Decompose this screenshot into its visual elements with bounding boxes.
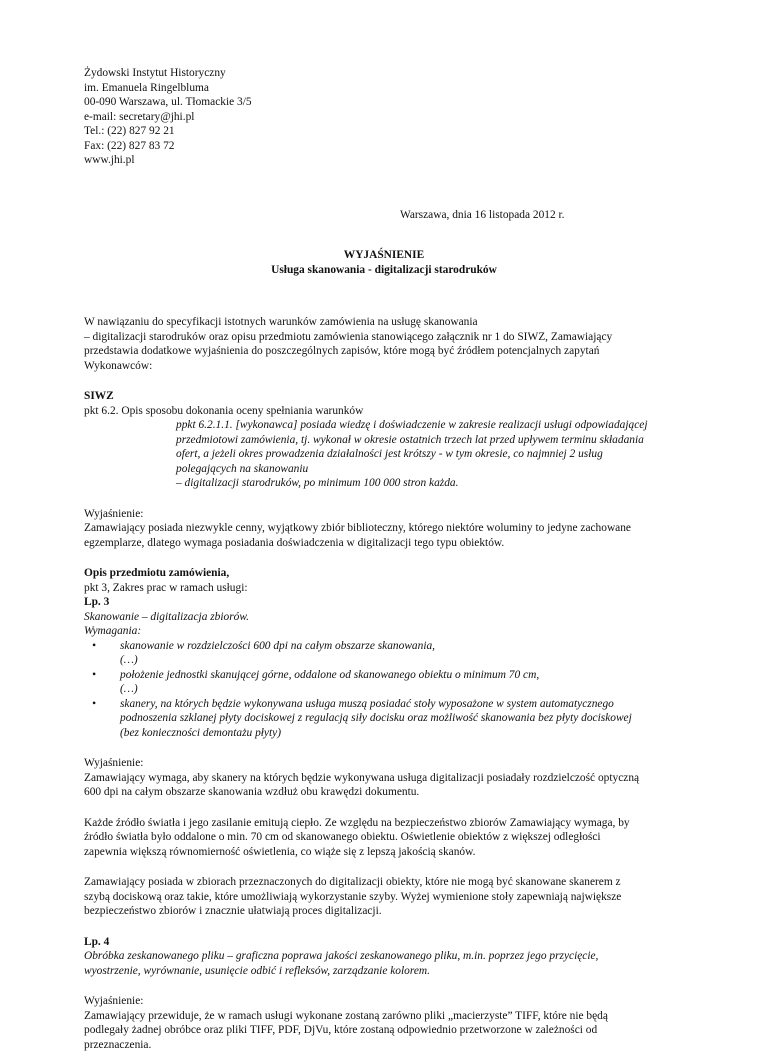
sender-line: Żydowski Instytut Historyczny [84,66,684,81]
sender-line: 00-090 Warszawa, ul. Tłomackie 3/5 [84,95,684,110]
explanation-label: Wyjaśnienie: [84,756,684,771]
opis-point: pkt 3, Zakres prac w ramach usługi: [84,581,684,596]
sender-line: im. Emanuela Ringelbluma [84,81,684,96]
intro-line: Wykonawców: [84,359,684,374]
list-item-ellipsis: (…) [120,653,684,668]
sender-line: Fax: (22) 827 83 72 [84,139,684,154]
lp3-title: Skanowanie – digitalizacja zbiorów. [84,610,684,625]
quote-line: ofert, a jeżeli okres prowadzenia działalności jest krótszy - w tym okresie, co najmniej 2 usług [176,447,684,462]
lp4-text-line: Obróbka zeskanowanego pliku – graficzna poprawa jakości zeskanowanego pliku, m.in. poprzez jego przycięcie, [84,949,684,964]
quote-line: przedmiotowi zamówienia, tj. wykonał w okresie ostatnich trzech lat przed upływem terminu składania [176,433,684,448]
intro-line: – digitalizacji starodruków oraz opisu przedmiotu zamówienia stanowiącego załącznik nr 1 do SIWZ, Zamawiający [84,330,684,345]
explanation-label: Wyjaśnienie: [84,994,684,1009]
intro-line: przedstawia dodatkowe wyjaśnienia do poszczególnych zapisów, które mogą być źródłem potencjalnych zapytań [84,344,684,359]
paragraph-line: bezpieczeństwo zbiorów i znacznie ułatwiają proces digitalizacji. [84,904,684,919]
list-item-text: skanowanie w rozdzielczości 600 dpi na całym obszarze skanowania, [120,639,684,654]
document-date: Warszawa, dnia 16 listopada 2012 r. [84,208,684,223]
paragraph-line: Zamawiający posiada w zbiorach przeznaczonych do digitalizacji obiekty, które nie mogą być skanowane skanerem z [84,875,684,890]
quote-line: ppkt 6.2.1.1. [wykonawca] posiada wiedzę i doświadczenie w zakresie realizacji usługi odpowiadającej [176,418,684,433]
explanation-line: 600 dpi na całym obszarze skanowania wzdłuż obu krawędzi dokumentu. [84,785,684,800]
bullet-icon: • [84,668,120,683]
lp3-requirements-list [84,639,684,741]
lp3-explanation [84,756,684,800]
sender-line: www.jhi.pl [84,153,684,168]
siwz-quote [84,418,684,491]
explanation-line: Zamawiający posiada niezwykle cenny, wyjątkowy zbiór biblioteczny, którego niektóre woluminy to jedyne zachowane [84,521,684,536]
quote-line: polegających na skanowaniu [176,462,684,477]
list-item [84,697,684,741]
explanation-line: Zamawiający przewiduje, że w ramach usługi wykonane zostaną zarówno pliki „macierzyste” TIFF, które nie będą [84,1009,684,1024]
list-item [84,668,684,697]
lp3-paragraph-glass [84,875,684,919]
title-block [84,248,684,277]
document-title: WYJAŚNIENIE [84,248,684,263]
explanation-label: Wyjaśnienie: [84,507,684,522]
list-item-text: podnoszenia szklanej płyty dociskowej z regulacją siły docisku oraz możliwość skanowania bez płyty dociskowej [120,711,684,726]
explanation-line: egzemplarze, dlatego wymaga posiadania doświadczenia w digitalizacji tego typu obiektów. [84,536,684,551]
explanation-line: Zamawiający wymaga, aby skanery na których będzie wykonywana usługa digitalizacji posiadały rozdzielczość optyczną [84,771,684,786]
list-item-text: położenie jednostki skanującej górne, oddalone od skanowanego obiektu o minimum 70 cm, [120,668,684,683]
paragraph-line: Każde źródło światła i jego zasilanie emitują ciepło. Ze względu na bezpieczeństwo zbiorów Zamawiający wymaga, by [84,816,684,831]
siwz-heading: SIWZ [84,389,684,404]
lp4-text-line: wyostrzenie, wyrównanie, usunięcie odbić i refleksów, zarządzanie kolorem. [84,964,684,979]
list-item [84,639,684,668]
explanation-line: przeznaczenia. [84,1038,684,1052]
quote-line: – digitalizacji starodruków, po minimum 100 000 stron każda. [176,476,684,491]
lp3-requirements-label: Wymagania: [84,624,684,639]
lp4-label: Lp. 4 [84,935,684,950]
intro-paragraph [84,315,684,373]
document-page [84,66,684,1052]
intro-line: W nawiązaniu do specyfikacji istotnych warunków zamówienia na usługę skanowania [84,315,684,330]
list-item-text: (bez konieczności demontażu płyty) [120,726,684,741]
siwz-point: pkt 6.2. Opis sposobu dokonania oceny spełniania warunków [84,404,684,419]
opis-heading: Opis przedmiotu zamówienia, [84,566,684,581]
list-item-text: skanery, na których będzie wykonywana usługa muszą posiadać stoły wyposażone w system automatycznego [120,697,684,712]
document-subtitle: Usługa skanowania - digitalizacji starodruków [84,263,684,278]
sender-address-block [84,66,684,168]
sender-line: Tel.: (22) 827 92 21 [84,124,684,139]
lp4-explanation [84,994,684,1052]
opis-section [84,566,684,1052]
siwz-explanation [84,507,684,551]
paragraph-line: zapewnia większą równomierność oświetlenia, co wiąże się z lepszą jakością skanów. [84,845,684,860]
paragraph-line: źródło światła było oddalone o min. 70 cm od skanowanego obiektu. Oświetlenie obiektów z większej odległości [84,830,684,845]
lp4-block [84,935,684,979]
bullet-icon: • [84,697,120,712]
lp3-paragraph-light [84,816,684,860]
siwz-section [84,389,684,550]
bullet-icon: • [84,639,120,654]
sender-line: e-mail: secretary@jhi.pl [84,110,684,125]
explanation-line: podlegały żadnej obróbce oraz pliki TIFF, PDF, DjVu, które zostaną odpowiednio przetworzone w zależności od [84,1023,684,1038]
list-item-ellipsis: (…) [120,682,684,697]
lp3-label: Lp. 3 [84,595,684,610]
paragraph-line: szybą dociskową oraz takie, które umożliwiają wykorzystanie szyby. Wyżej wymienione stoły zapewniają największe [84,890,684,905]
